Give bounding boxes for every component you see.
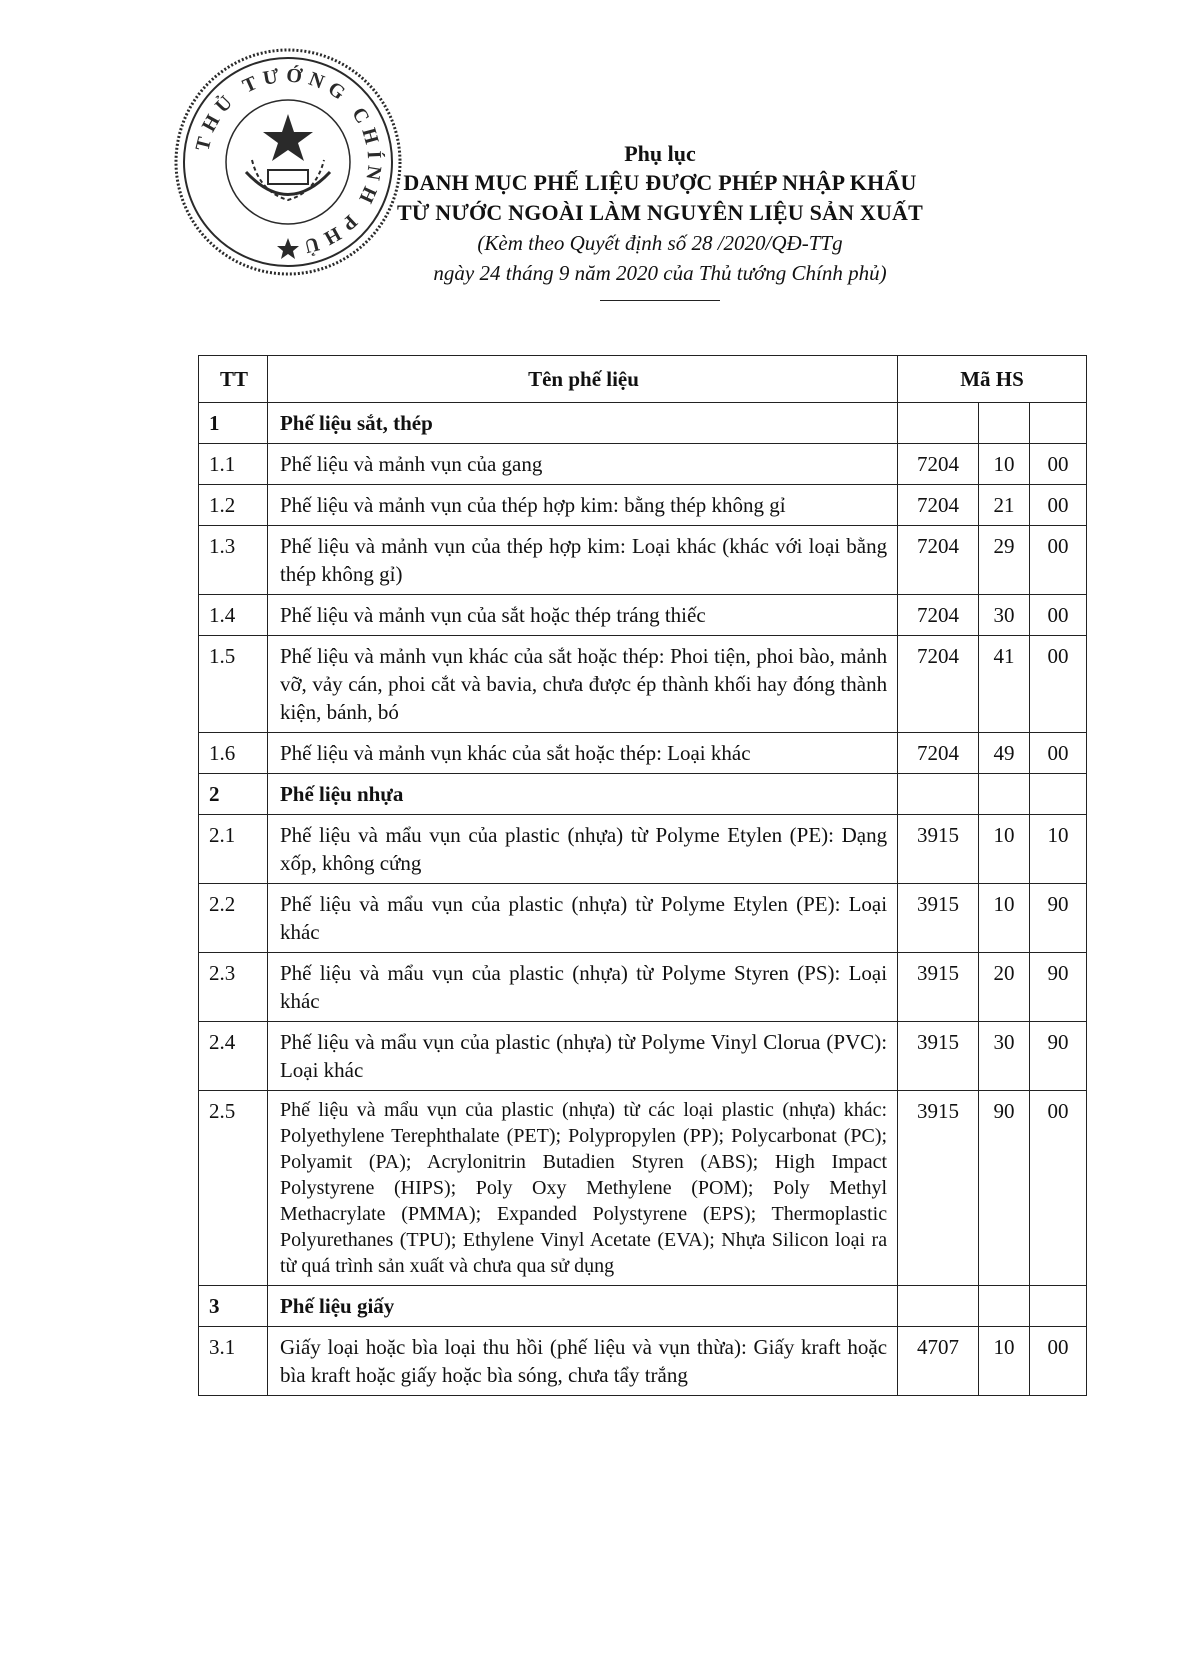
decision-date: ngày 24 tháng 9 năm 2020 của Thủ tướng Chính phủ)	[433, 261, 887, 285]
table-row	[199, 595, 1087, 636]
cell-name: Phế liệu và mẩu vụn của plastic (nhựa) từ Polyme Styren (PS): Loại khác	[267, 953, 897, 1022]
cell-hs-heading: 7204	[898, 444, 979, 485]
cell-hs-subheading: 10	[979, 884, 1030, 953]
cell-name: Phế liệu và mẩu vụn của plastic (nhựa) từ Polyme Etylen (PE): Dạng xốp, không cứng	[267, 815, 897, 884]
cell-hs-suffix: 00	[1030, 636, 1087, 733]
cell-name: Phế liệu và mẩu vụn của plastic (nhựa) từ Polyme Etylen (PE): Loại khác	[267, 884, 897, 953]
cell-name: Phế liệu và mảnh vụn của thép hợp kim: bằng thép không gỉ	[267, 485, 897, 526]
table-group-row	[199, 403, 1087, 444]
cell-tt: 3	[199, 1286, 268, 1327]
cell-hs-heading: 4707	[898, 1327, 979, 1396]
cell-hs-suffix: 00	[1030, 1327, 1087, 1396]
cell-hs-suffix: 00	[1030, 1091, 1087, 1286]
table-row	[199, 485, 1087, 526]
table-row	[199, 1091, 1087, 1286]
scrap-list-table	[198, 355, 1087, 1396]
cell-hs-subheading: 30	[979, 595, 1030, 636]
cell-name: Phế liệu và mẩu vụn của plastic (nhựa) từ các loại plastic (nhựa) khác: Polyethylene Terephthalate (PET); Polypropylen (PP); Polycarbonat (PC); Polyamit (PA); Acrylonitrin Butadien Styren (ABS); High Impact Polystyrene (HIPS); Poly Oxy Methylene (POM); Poly Methyl Methacrylate (PMMA); Expanded Polystyrene (EPS); Thermoplastic Polyurethanes (TPU); Ethylene Vinyl Acetate (EVA); Nhựa Silicon loại ra từ quá trình sản xuất và chưa qua sử dụng	[267, 1091, 897, 1286]
table-row	[199, 884, 1087, 953]
cell-hs-subheading: 10	[979, 815, 1030, 884]
cell-hs-suffix: 90	[1030, 1022, 1087, 1091]
table-row	[199, 636, 1087, 733]
table-row	[199, 444, 1087, 485]
cell-hs-subheading	[979, 774, 1030, 815]
cell-tt: 2.5	[199, 1091, 268, 1286]
cell-name: Phế liệu và mẩu vụn của plastic (nhựa) từ Polyme Vinyl Clorua (PVC): Loại khác	[267, 1022, 897, 1091]
cell-tt: 2.1	[199, 815, 268, 884]
table-row	[199, 1022, 1087, 1091]
cell-hs-suffix: 00	[1030, 526, 1087, 595]
cell-hs-suffix	[1030, 774, 1087, 815]
cell-hs-heading: 3915	[898, 1022, 979, 1091]
col-header-name: Tên phế liệu	[267, 356, 897, 403]
cell-name: Phế liệu và mảnh vụn của sắt hoặc thép tráng thiếc	[267, 595, 897, 636]
cell-hs-suffix: 00	[1030, 444, 1087, 485]
cell-hs-heading: 3915	[898, 1091, 979, 1286]
cell-tt: 3.1	[199, 1327, 268, 1396]
cell-hs-heading	[898, 774, 979, 815]
cell-hs-subheading: 41	[979, 636, 1030, 733]
heading-line-2: TỪ NƯỚC NGOÀI LÀM NGUYÊN LIỆU SẢN XUẤT	[396, 200, 924, 225]
cell-tt: 1.1	[199, 444, 268, 485]
cell-tt: 2.3	[199, 953, 268, 1022]
cell-hs-suffix: 00	[1030, 733, 1087, 774]
cell-name: Giấy loại hoặc bìa loại thu hồi (phế liệu và vụn thừa): Giấy kraft hoặc bìa kraft hoặc giấy hoặc bìa sóng, chưa tẩy trắng	[267, 1327, 897, 1396]
cell-hs-suffix: 00	[1030, 595, 1087, 636]
cell-tt: 1.5	[199, 636, 268, 733]
table-group-row	[199, 1286, 1087, 1327]
cell-hs-heading: 3915	[898, 884, 979, 953]
col-header-hs: Mã HS	[898, 356, 1087, 403]
cell-name: Phế liệu giấy	[267, 1286, 897, 1327]
document-header	[290, 140, 1030, 301]
cell-hs-subheading: 20	[979, 953, 1030, 1022]
cell-hs-suffix: 90	[1030, 884, 1087, 953]
cell-hs-subheading: 10	[979, 444, 1030, 485]
cell-tt: 2	[199, 774, 268, 815]
table-body	[199, 403, 1087, 1396]
table-row	[199, 815, 1087, 884]
cell-hs-heading: 7204	[898, 485, 979, 526]
cell-hs-subheading: 21	[979, 485, 1030, 526]
cell-hs-heading: 7204	[898, 636, 979, 733]
appendix-title: Phụ lục	[624, 141, 696, 166]
cell-tt: 1	[199, 403, 268, 444]
cell-hs-heading	[898, 1286, 979, 1327]
cell-name: Phế liệu và mảnh vụn của thép hợp kim: Loại khác (khác với loại bằng thép không gỉ)	[267, 526, 897, 595]
cell-name: Phế liệu và mảnh vụn khác của sắt hoặc thép: Loại khác	[267, 733, 897, 774]
cell-name: Phế liệu nhựa	[267, 774, 897, 815]
cell-hs-suffix: 10	[1030, 815, 1087, 884]
cell-tt: 1.2	[199, 485, 268, 526]
cell-hs-suffix	[1030, 1286, 1087, 1327]
cell-hs-heading	[898, 403, 979, 444]
cell-name: Phế liệu và mảnh vụn của gang	[267, 444, 897, 485]
cell-hs-heading: 3915	[898, 953, 979, 1022]
cell-hs-subheading: 49	[979, 733, 1030, 774]
cell-name: Phế liệu và mảnh vụn khác của sắt hoặc thép: Phoi tiện, phoi bào, mảnh vỡ, vảy cán, phoi cắt và bavia, chưa được ép thành khối hay đóng thành kiện, bánh, bó	[267, 636, 897, 733]
cell-tt: 2.2	[199, 884, 268, 953]
heading-line-1: DANH MỤC PHẾ LIỆU ĐƯỢC PHÉP NHẬP KHẨU	[403, 170, 917, 195]
table-group-row	[199, 774, 1087, 815]
cell-hs-suffix: 00	[1030, 485, 1087, 526]
cell-hs-heading: 3915	[898, 815, 979, 884]
seal-text: THỦ TƯỚNG CHÍNH PHỦ	[191, 64, 386, 259]
cell-hs-subheading: 30	[979, 1022, 1030, 1091]
cell-hs-heading: 7204	[898, 595, 979, 636]
col-header-tt: TT	[199, 356, 268, 403]
cell-tt: 1.4	[199, 595, 268, 636]
decision-reference: (Kèm theo Quyết định số 28 /2020/QĐ-TTg	[477, 231, 843, 255]
cell-hs-subheading: 10	[979, 1327, 1030, 1396]
cell-hs-heading: 7204	[898, 733, 979, 774]
cell-hs-subheading: 90	[979, 1091, 1030, 1286]
table-row	[199, 733, 1087, 774]
cell-hs-heading: 7204	[898, 526, 979, 595]
table-header-row	[199, 356, 1087, 403]
cell-hs-subheading	[979, 403, 1030, 444]
cell-hs-suffix	[1030, 403, 1087, 444]
cell-tt: 1.6	[199, 733, 268, 774]
cell-tt: 1.3	[199, 526, 268, 595]
cell-hs-suffix: 90	[1030, 953, 1087, 1022]
header-divider	[600, 300, 720, 301]
cell-hs-subheading	[979, 1286, 1030, 1327]
cell-tt: 2.4	[199, 1022, 268, 1091]
cell-hs-subheading: 29	[979, 526, 1030, 595]
table-row	[199, 1327, 1087, 1396]
cell-name: Phế liệu sắt, thép	[267, 403, 897, 444]
table-row	[199, 526, 1087, 595]
table-row	[199, 953, 1087, 1022]
